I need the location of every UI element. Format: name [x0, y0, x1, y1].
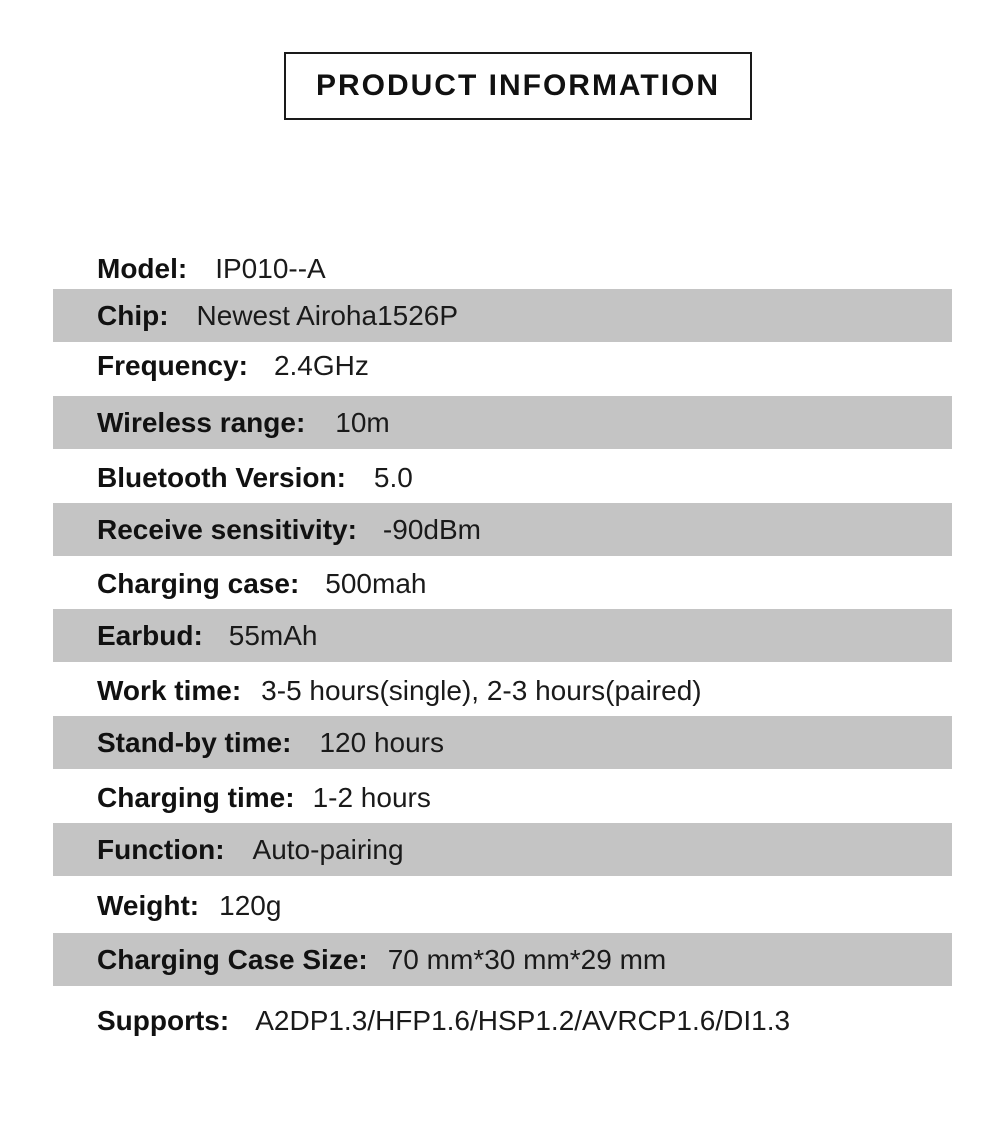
spec-value: 1-2 hours	[312, 781, 431, 813]
spec-row-earbud	[53, 609, 952, 662]
spec-label: Model:	[97, 252, 188, 284]
spec-row-bluetooth-version	[53, 451, 952, 504]
spec-row-work-time	[53, 664, 952, 717]
spec-row-wireless-range	[53, 396, 952, 449]
spec-label: Charging time:	[97, 781, 295, 813]
spec-label: Frequency:	[97, 349, 248, 381]
spec-label: Bluetooth Version:	[97, 461, 346, 493]
spec-value: A2DP1.3/HFP1.6/HSP1.2/AVRCP1.6/DI1.3	[255, 1004, 791, 1036]
spec-label: Chip:	[97, 299, 169, 331]
spec-value: 10m	[335, 406, 390, 438]
spec-row-charging-case	[53, 557, 952, 610]
spec-value: 500mah	[325, 567, 427, 599]
spec-label: Receive sensitivity:	[97, 513, 357, 545]
spec-row-receive-sensitivity	[53, 503, 952, 556]
spec-label: Supports:	[97, 1004, 230, 1036]
spec-row-standby-time	[53, 716, 952, 769]
title-box	[284, 52, 752, 120]
page-title: PRODUCT INFORMATION	[315, 69, 721, 102]
spec-value: 2.4GHz	[273, 349, 369, 381]
spec-value: 3-5 hours(single), 2-3 hours(paired)	[261, 674, 702, 706]
spec-row-frequency	[53, 339, 952, 392]
spec-label: Stand-by time:	[97, 726, 292, 758]
spec-label: Charging case:	[97, 567, 300, 599]
spec-label: Charging Case Size:	[97, 943, 368, 975]
spec-label: Earbud:	[97, 619, 203, 651]
spec-label: Function:	[97, 833, 225, 865]
spec-value: -90dBm	[382, 513, 481, 545]
spec-row-charging-time	[53, 771, 952, 824]
spec-row-weight	[53, 879, 952, 932]
spec-row-chip	[53, 289, 952, 342]
spec-label: Wireless range:	[97, 406, 306, 438]
spec-row-model	[53, 242, 952, 295]
spec-label: Work time:	[97, 674, 242, 706]
spec-value: 120 hours	[319, 726, 445, 758]
spec-value: Auto-pairing	[252, 833, 404, 865]
spec-value: IP010--A	[215, 252, 326, 284]
spec-row-function	[53, 823, 952, 876]
spec-value: 55mAh	[228, 619, 318, 651]
spec-row-charging-case-size	[53, 933, 952, 986]
spec-value: 70 mm*30 mm*29 mm	[387, 943, 667, 975]
spec-row-supports	[53, 994, 952, 1047]
spec-label: Weight:	[97, 889, 200, 921]
spec-value: Newest Airoha1526P	[196, 299, 459, 331]
spec-value: 120g	[219, 889, 282, 921]
spec-value: 5.0	[373, 461, 413, 493]
